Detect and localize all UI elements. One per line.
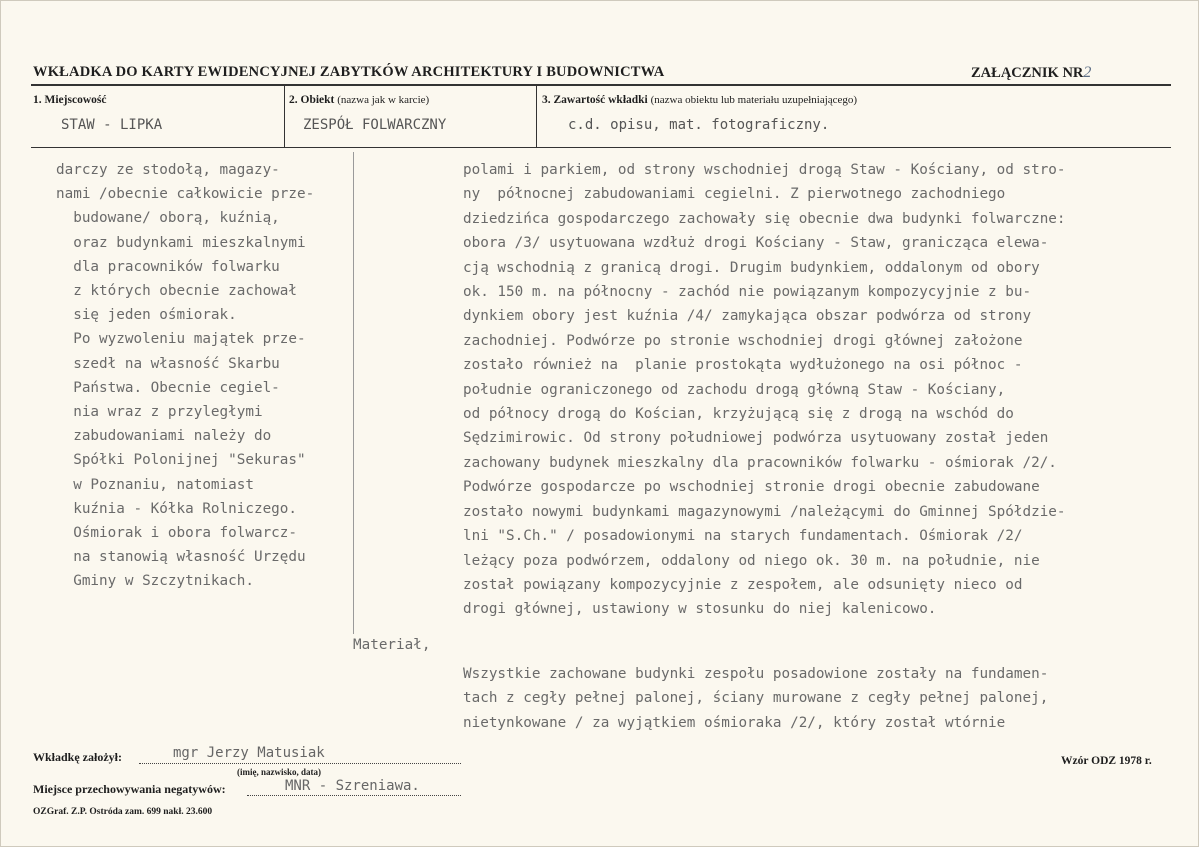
field-label-object: 2. Obiekt (nazwa jak w karcie) bbox=[289, 94, 430, 106]
right-text-line: zachowany budynek mieszkalny dla pracowników folwarku - ośmiorak /2/. bbox=[463, 454, 1057, 471]
right-text-line: dynkiem obory jest kuźnia /4/ zamykająca obszar podwórza od strony bbox=[463, 308, 1032, 325]
annex-number: 2 bbox=[1083, 64, 1092, 81]
card-title: WKŁADKA DO KARTY EWIDENCYJNEJ ZABYTKÓW ARCHITEKTURY I BUDOWNICTWA bbox=[33, 64, 665, 80]
right-text-line: Podwórze gospodarcze po wschodniej stronie drogi obecnie zabudowane bbox=[463, 479, 1040, 496]
left-text-line: z których obecnie zachował bbox=[56, 283, 298, 300]
storage-line bbox=[247, 795, 461, 796]
field-value-content: c.d. opisu, mat. fotograficzny. bbox=[568, 117, 830, 133]
right-text-line: cją wschodnią z granicą drogi. Drugim budynkiem, oddalonym od obory bbox=[463, 259, 1040, 276]
right-text-line: zostało nowymi budynkami magazynowymi /należącymi do Gminnej Spółdzie- bbox=[463, 503, 1066, 520]
author-caption: (imię, nazwisko, data) bbox=[237, 767, 321, 777]
left-text-line: kuźnia - Kółka Rolniczego. bbox=[56, 500, 298, 517]
field-label-locality: 1. Miejscowość bbox=[33, 94, 107, 106]
left-text-line: w Poznaniu, natomiast bbox=[56, 476, 254, 493]
field-label-content: 3. Zawartość wkładki (nazwa obiektu lub materiału uzupełniającego) bbox=[542, 94, 858, 106]
right-column-text bbox=[463, 158, 1183, 622]
left-text-line: nia wraz z przyległymi bbox=[56, 404, 263, 421]
storage-value: MNR - Szreniawa. bbox=[285, 778, 420, 794]
print-info: OZGraf. Z.P. Ostróda zam. 699 nakł. 23.600 bbox=[33, 807, 213, 817]
header-rule bbox=[31, 84, 1171, 86]
right-text-line: lni "S.Ch." / posadowionymi na starych fundamentach. Ośmiorak /2/ bbox=[463, 528, 1023, 545]
left-text-line: szedł na własność Skarbu bbox=[56, 355, 280, 372]
left-text-line: Gminy w Szczytnikach. bbox=[56, 573, 254, 590]
author-label: Wkładkę założył: bbox=[33, 750, 122, 764]
right-text-line: zachodniej. Podwórze po stronie wschodniej drogi głównej założone bbox=[463, 332, 1023, 349]
left-text-line: Po wyzwoleniu majątek prze- bbox=[56, 331, 306, 348]
left-text-line: oraz budynkami mieszkalnymi bbox=[56, 234, 306, 251]
field-divider-1 bbox=[284, 86, 285, 148]
author-line bbox=[139, 763, 461, 764]
right-text-line: dziedzińca gospodarczego zachowały się obecnie dwa budynki folwarczne: bbox=[463, 210, 1066, 227]
right-text-line: zostało również na planie prostokąta wydłużonego na osi północ - bbox=[463, 357, 1023, 374]
annex-text: ZAŁĄCZNIK NR bbox=[971, 65, 1084, 81]
right-text-line: ok. 150 m. na północny - zachód nie powiązanym kompozycyjnie z bu- bbox=[463, 284, 1032, 301]
left-text-line: budowane/ oborą, kuźnią, bbox=[56, 210, 280, 227]
right-text-line: południe ograniczonego od zachodu drogą główną Staw - Kościany, bbox=[463, 381, 1006, 398]
left-column-text bbox=[56, 158, 356, 594]
field-value-object: ZESPÓŁ FOLWARCZNY bbox=[303, 117, 447, 133]
left-text-line: Ośmiorak i obora folwarcz- bbox=[56, 525, 298, 542]
left-text-line: Spółki Polonijnej "Sekuras" bbox=[56, 452, 306, 469]
material-text-line: nietynkowane / za wyjątkiem ośmioraka /2/, który został wtórnie bbox=[463, 714, 1006, 731]
left-text-line: się jeden ośmiorak. bbox=[56, 307, 237, 324]
right-text-line: ny północnej zabudowaniami cegielni. Z pierwotnego zachodniego bbox=[463, 186, 1006, 203]
material-label: Materiał, bbox=[353, 637, 431, 653]
right-text-line: Sędzimirowic. Od strony południowej podwórza usytuowany został jeden bbox=[463, 430, 1049, 447]
field-divider-2 bbox=[536, 86, 537, 148]
material-text-line: tach z cegły pełnej palonej, ściany murowane z cegły pełnej palonej, bbox=[463, 690, 1049, 707]
fields-rule bbox=[31, 147, 1171, 148]
storage-label: Miejsce przechowywania negatywów: bbox=[33, 782, 226, 796]
right-text-line: polami i parkiem, od strony wschodniej drogą Staw - Kościany, od stro- bbox=[463, 162, 1066, 178]
material-text-line: Wszystkie zachowane budynki zespołu posadowione zostały na fundamen- bbox=[463, 666, 1049, 682]
material-text bbox=[463, 662, 1183, 735]
right-text-line: leżący poza podwórzem, oddalony od niego ok. 30 m. na południe, nie bbox=[463, 552, 1040, 569]
author-value: mgr Jerzy Matusiak bbox=[173, 745, 325, 761]
left-text-line: nami /obecnie całkowicie prze- bbox=[56, 186, 315, 203]
field-value-locality: STAW - LIPKA bbox=[61, 117, 163, 133]
template-id: Wzór ODZ 1978 r. bbox=[1061, 755, 1152, 767]
right-text-line: obora /3/ usytuowana wzdłuż drogi Kościany - Staw, granicząca elewa- bbox=[463, 235, 1049, 252]
left-text-line: dla pracowników folwarku bbox=[56, 258, 280, 275]
left-text-line: darczy ze stodołą, magazy- bbox=[56, 162, 280, 178]
left-text-line: zabudowaniami należy do bbox=[56, 428, 272, 445]
left-text-line: Państwa. Obecnie cegiel- bbox=[56, 379, 280, 396]
right-text-line: został powiązany kompozycyjnie z zespołem, ale odsunięty nieco od bbox=[463, 576, 1023, 593]
right-text-line: drogi głównej, ustawiony w stosunku do niej kalenicowo. bbox=[463, 601, 937, 618]
left-text-line: na stanowią własność Urzędu bbox=[56, 549, 306, 566]
annex-label bbox=[971, 64, 1091, 82]
right-text-line: od północy drogą do Kościan, krzyżującą się z drogą na wschód do bbox=[463, 406, 1014, 423]
